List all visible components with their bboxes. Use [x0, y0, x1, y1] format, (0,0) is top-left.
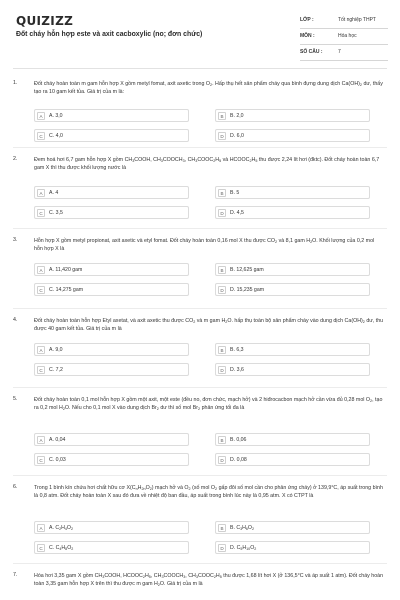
option-letter-badge: A — [37, 436, 45, 444]
page-title: Đốt cháy hỗn hợp este và axit cacboxylic (no; đơn chức) — [16, 31, 203, 38]
answer-option-b[interactable] — [215, 186, 370, 199]
answer-option-c[interactable] — [34, 283, 189, 296]
option-text: A. 3,0 — [49, 113, 63, 119]
answer-option-a[interactable] — [34, 186, 189, 199]
question-number: 7. — [13, 572, 18, 578]
option-text: B. 5 — [230, 190, 240, 196]
option-letter-badge: A — [37, 189, 45, 197]
answer-option-d[interactable] — [215, 206, 370, 219]
option-letter-badge: C — [37, 132, 45, 140]
option-letter-badge: D — [218, 132, 226, 140]
answer-option-b[interactable] — [215, 263, 370, 276]
question-text: Đốt cháy hoàn toàn hỗn hợp Etyl axetat, và axit axetic thu được $CO_2$ và m gam $H_2O$. hấp thụ toàn bộ sản phẩm cháy vào dung dịch $Ca(OH)_2$ dư, thu được 40 gam kết tủa. Giá trị của m là — [34, 318, 384, 333]
option-letter-badge: B — [218, 266, 226, 274]
option-text: D. 6,0 — [230, 133, 244, 139]
question-number: 3. — [13, 237, 18, 243]
answer-option-b[interactable] — [215, 521, 370, 534]
question-number: 5. — [13, 396, 18, 402]
option-letter-badge: D — [218, 286, 226, 294]
meta-row-subject — [300, 30, 388, 45]
answer-option-c[interactable] — [34, 541, 189, 554]
option-text: C. 3,5 — [49, 210, 63, 216]
option-text: A. 11,420 gam — [49, 267, 83, 273]
question-divider — [13, 387, 387, 388]
meta-value: Tốt nghiệp THPT — [338, 17, 376, 23]
page-header — [0, 0, 400, 62]
answer-option-c[interactable] — [34, 453, 189, 466]
question-number: 6. — [13, 484, 18, 490]
option-text: C. 0,03 — [49, 457, 66, 463]
header-divider — [13, 68, 387, 69]
question-divider — [13, 563, 387, 564]
option-letter-badge: D — [218, 544, 226, 552]
option-letter-badge: C — [37, 456, 45, 464]
option-letter-badge: B — [218, 189, 226, 197]
option-letter-badge: B — [218, 436, 226, 444]
answer-option-d[interactable] — [215, 129, 370, 142]
answer-option-c[interactable] — [34, 206, 189, 219]
answer-option-d[interactable] — [215, 283, 370, 296]
answer-option-a[interactable] — [34, 343, 189, 356]
question-divider — [13, 308, 387, 309]
answer-option-a[interactable] — [34, 433, 189, 446]
question-number: 1. — [13, 80, 18, 86]
option-letter-badge: A — [37, 524, 45, 532]
question-text: Hỗn hợp X gồm metyl propionat, axit axetic và etyl fomat. Đốt cháy hoàn toàn 0,16 mol X thu được $CO_2$ và 8,1 gam $H_2O$. Khối lượng của 0,2 mol hỗn hợp X là — [34, 238, 375, 253]
meta-label: SỐ CÂU : — [300, 49, 323, 55]
option-letter-badge: C — [37, 366, 45, 374]
option-text: A. 0,04 — [49, 437, 66, 443]
answer-option-b[interactable] — [215, 109, 370, 122]
answer-option-d[interactable] — [215, 541, 370, 554]
option-letter-badge: B — [218, 346, 226, 354]
option-text: C. $C_4H_8O_2$ — [49, 545, 74, 551]
meta-row-question-count — [300, 46, 388, 61]
option-text: A. $C_2H_4O_2$ — [49, 525, 73, 531]
option-letter-badge: D — [218, 366, 226, 374]
meta-label: MÔN : — [300, 33, 315, 39]
option-text: B. 12,625 gam — [230, 267, 264, 273]
option-text: D. $C_5H_{10}O_2$ — [230, 545, 257, 551]
option-text: D. 15,235 gam — [230, 287, 265, 293]
option-letter-badge: B — [218, 112, 226, 120]
option-text: B. $C_3H_6O_2$ — [230, 525, 254, 531]
option-letter-badge: B — [218, 524, 226, 532]
option-text: B. 2,0 — [230, 113, 244, 119]
answer-option-a[interactable] — [34, 263, 189, 276]
meta-label: LỚP : — [300, 17, 314, 23]
option-letter-badge: A — [37, 112, 45, 120]
option-text: B. 6,3 — [230, 347, 244, 353]
question-text: Trong 1 bình kín chứa hơi chất hữu cơ $X(C_nH_{2n}O_2)$ mạch hở và $O_2$ (số mol $O_2$ gấp đôi số mol cần cho phản ứng cháy) ở 139,9°C, áp suất trong bình là 0,8 atm. Đốt cháy hoàn toàn X sau đó đưa về nhiệt độ ban đầu, áp suất trong bình lúc này là 0,95 atm. X có CTPT là — [34, 485, 383, 500]
question-text: Đem hoá hơi 6,7 gam hỗn hợp X gồm $CH_3COOH$, $CH_3COOCH_3$, $CH_3COOC_2H_5$ và $HCOOC_2H_5$ thu được 2,24 lít hơi (đktc). Đốt cháy hoàn toàn 6,7 gam X thì thu được khối lượng nước là — [34, 157, 380, 172]
question-divider — [13, 228, 387, 229]
option-letter-badge: C — [37, 209, 45, 217]
question-number: 4. — [13, 317, 18, 323]
answer-option-a[interactable] — [34, 109, 189, 122]
option-letter-badge: A — [37, 346, 45, 354]
question-divider — [13, 147, 387, 148]
question-divider — [13, 475, 387, 476]
question-number: 2. — [13, 156, 18, 162]
option-text: D. 4,5 — [230, 210, 244, 216]
quizizz-logo: QUIZIZZ — [16, 14, 74, 28]
option-letter-badge: C — [37, 286, 45, 294]
answer-option-d[interactable] — [215, 363, 370, 376]
question-text: Đốt cháy hoàn toàn 0,1 mol hỗn hợp X gồm một axit, một este (đều no, đơn chức, mạch hở) và 2 hiđrocacbon mạch hở cần vừa đủ 0,28 mol $O_2$, tạo ra 0,2 mol $H_2O$. Nếu cho 0,1 mol X vào dung dịch $Br_2$ dư thì số mol $Br_2$ phản ứng tối đa là — [34, 397, 383, 412]
option-text: B. 0,06 — [230, 437, 247, 443]
meta-value: 7 — [338, 49, 341, 55]
option-letter-badge: A — [37, 266, 45, 274]
option-letter-badge: D — [218, 456, 226, 464]
option-text: A. 9,0 — [49, 347, 63, 353]
answer-option-d[interactable] — [215, 453, 370, 466]
answer-option-c[interactable] — [34, 129, 189, 142]
question-text: Hóa hơi 3,35 gam X gồm $CH_3COOH$, $HCOOC_2H_5$, $CH_3COOCH_3$, $CH_3COOC_2H_5$ thu được 1,68 lít hơi X (ở 136,5°C và áp suất 1 atm). Đốt cháy hoàn toàn 3,35 gam hỗn hợp X trên thì thu được m gam $H_2O$. Giá trị của m là — [34, 573, 384, 588]
option-text: D. 3,6 — [230, 367, 244, 373]
option-text: C. 14,275 gam — [49, 287, 84, 293]
answer-option-b[interactable] — [215, 433, 370, 446]
option-text: D. 0,08 — [230, 457, 247, 463]
answer-option-a[interactable] — [34, 521, 189, 534]
answer-option-b[interactable] — [215, 343, 370, 356]
meta-row-class — [300, 14, 388, 29]
option-text: C. 4,0 — [49, 133, 63, 139]
meta-value: Hóa học — [338, 33, 357, 39]
option-text: C. 7,2 — [49, 367, 63, 373]
question-text: Đốt cháy hoàn toàn m gam hỗn hợp X gồm metyl fomat, axit axetic trong $O_2$. Hấp thụ hết sản phẩm cháy qua bình đựng dung dịch $Ca(OH)_2$ dư, thấy tạo ra 10 gam kết tủa. Giá trị của m là: — [34, 81, 383, 96]
answer-option-c[interactable] — [34, 363, 189, 376]
option-letter-badge: D — [218, 209, 226, 217]
option-letter-badge: C — [37, 544, 45, 552]
option-text: A. 4 — [49, 190, 59, 196]
meta-info — [300, 14, 388, 62]
